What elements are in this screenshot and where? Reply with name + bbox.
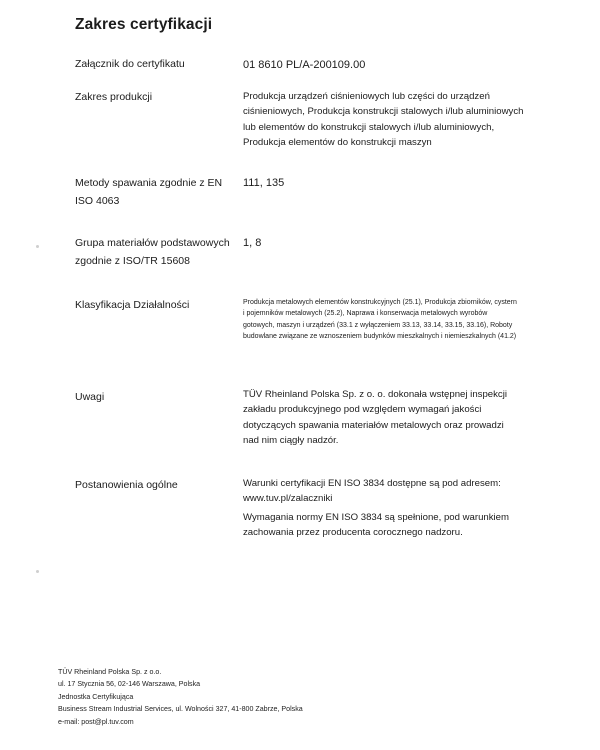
norm-requirements-text: Wymagania normy EN ISO 3834 są spełnione, pod warunkiem zachowania przez producenta corocznego nadzoru.: [243, 511, 510, 538]
certification-conditions-text: Warunki certyfikacji EN ISO 3834 dostępne są pod adresem: www.tuv.pl/zalaczniki: [243, 478, 501, 505]
general-provisions-label: Postanowienia ogólne: [75, 479, 178, 491]
general-provisions-value: [243, 476, 523, 540]
activity-classification-label: Klasyfikacja Działalności: [75, 299, 190, 311]
scan-mark: [36, 570, 39, 573]
scan-mark: [36, 245, 39, 248]
footer-company-name: TÜV Rheinland Polska Sp. z o.o.: [58, 668, 162, 676]
footer-address: [58, 666, 303, 728]
remarks-label: Uwagi: [75, 391, 105, 403]
production-scope-value: Produkcja urządzeń ciśnieniowych lub części do urządzeń ciśnieniowych, Produkcja konstrukcji stalowych i/lub aluminiowych lub elementów do konstrukcji stalowych i/lub aluminiowych, Produkcja elementów do konstrukcji maszyn: [243, 91, 524, 148]
footer-unit-name: Jednostka Certyfikująca: [58, 692, 134, 701]
production-scope-label: Zakres produkcji: [75, 91, 153, 103]
remarks-value: TÜV Rheinland Polska Sp. z o. o. dokonała wstępnej inspekcji zakładu produkcyjnego pod względem wymagań jakości dotyczących spawania materiałów metalowych oraz prowadzi nad nim ciągły nadzór.: [243, 389, 507, 446]
material-groups-value: 1, 8: [243, 237, 262, 249]
material-groups-label: Grupa materiałów podstawowych zgodnie z ISO/TR 15608: [75, 237, 230, 267]
footer-business-stream-address: Business Stream Industrial Services, ul. Wolności 327, 41-800 Zabrze, Polska: [58, 705, 303, 714]
annex-label: Załącznik do certyfikatu: [75, 58, 185, 70]
footer-email: e-mail: post@pl.tuv.com: [58, 717, 134, 726]
page-title: Zakres certyfikacji: [75, 16, 213, 33]
footer-street-address: ul. 17 Stycznia 56, 02-146 Warszawa, Polska: [58, 680, 201, 689]
annex-value: 01 8610 PL/A-200109.00: [243, 59, 366, 71]
welding-methods-label: Metody spawania zgodnie z EN ISO 4063: [75, 177, 223, 207]
activity-classification-value: Produkcja metalowych elementów konstrukcyjnych (25.1), Produkcja zbiorników, cystern i pojemników metalowych (25.2), Naprawa i konserwacja metalowych wyrobów gotowych, maszyn i urządzeń (33.1 z wyłączeniem 33.13, 33.14, 33.15, 33.16), Roboty budowlane związane ze wznoszeniem budynków mieszkalnych i niemieszkalnych (41.2): [243, 299, 517, 340]
welding-methods-value: 111, 135: [243, 177, 285, 189]
